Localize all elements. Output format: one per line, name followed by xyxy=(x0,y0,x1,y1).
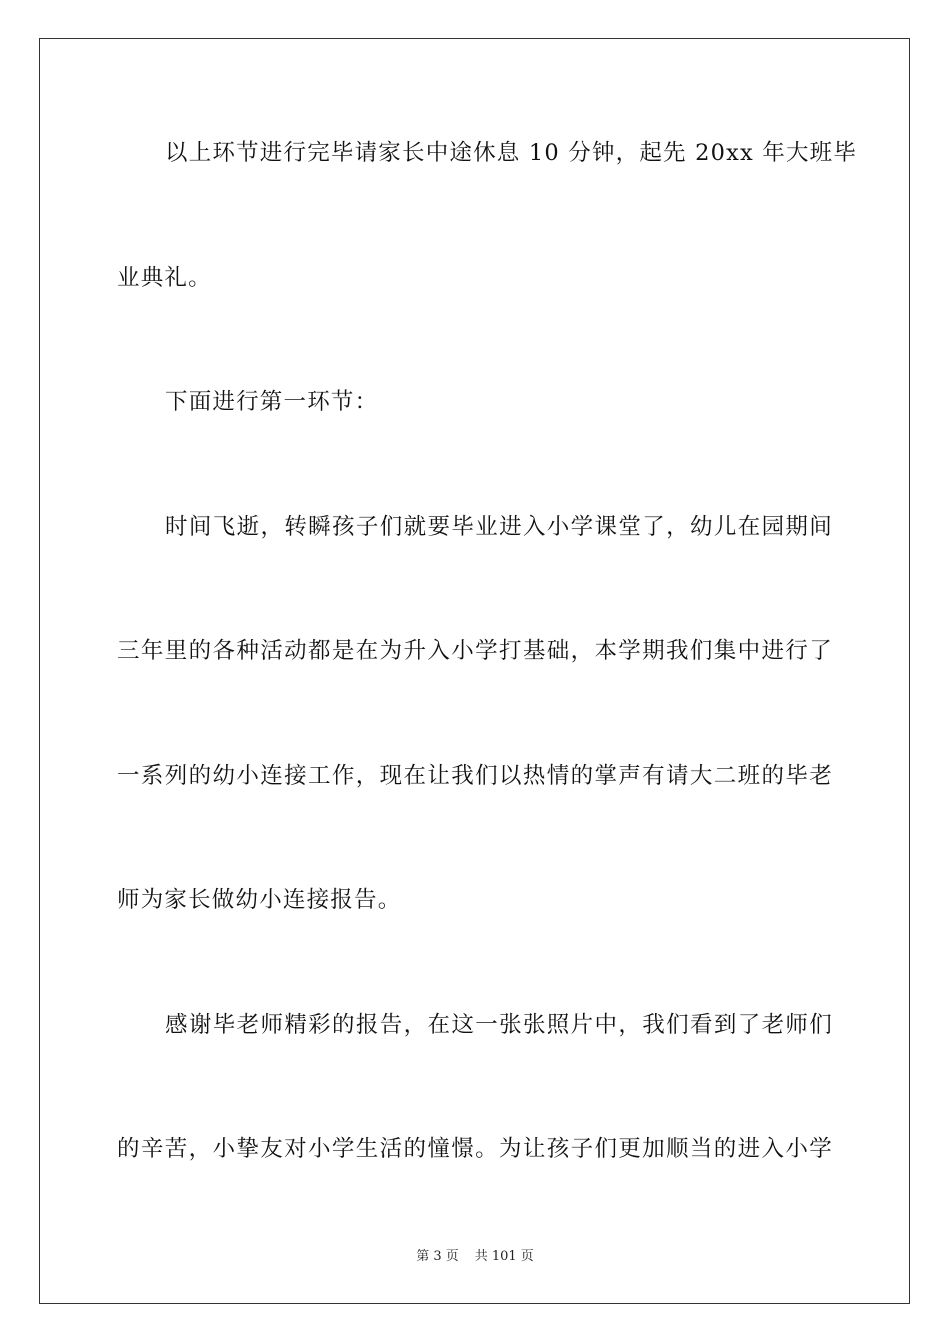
document-body xyxy=(117,122,858,1243)
paragraph-line: 以上环节进行完毕请家长中途休息 10 分钟，起先 20xx 年大班毕 xyxy=(165,140,858,166)
page-total: 共 101 页 xyxy=(474,1249,534,1264)
paragraph-line: 感谢毕老师精彩的报告，在这一张张照片中，我们看到了老师们 xyxy=(165,1011,833,1038)
paragraph-line: 下面进行第一环节： xyxy=(165,389,379,415)
paragraph-line: 业典礼。 xyxy=(117,264,212,291)
paragraph-line: 的辛苦，小挚友对小学生活的憧憬。为让孩子们更加顺当的进入小学 xyxy=(117,1136,833,1162)
page-footer xyxy=(0,1248,950,1266)
paragraph-line: 三年里的各种活动都是在为升入小学打基础，本学期我们集中进行了 xyxy=(117,638,833,664)
page-number: 第 3 页 xyxy=(416,1249,459,1264)
paragraph-line: 一系列的幼小连接工作，现在让我们以热情的掌声有请大二班的毕老 xyxy=(117,762,833,789)
paragraph-line: 时间飞逝，转瞬孩子们就要毕业进入小学课堂了，幼儿在园期间 xyxy=(165,513,833,540)
paragraph-line: 师为家长做幼小连接报告。 xyxy=(117,887,402,913)
